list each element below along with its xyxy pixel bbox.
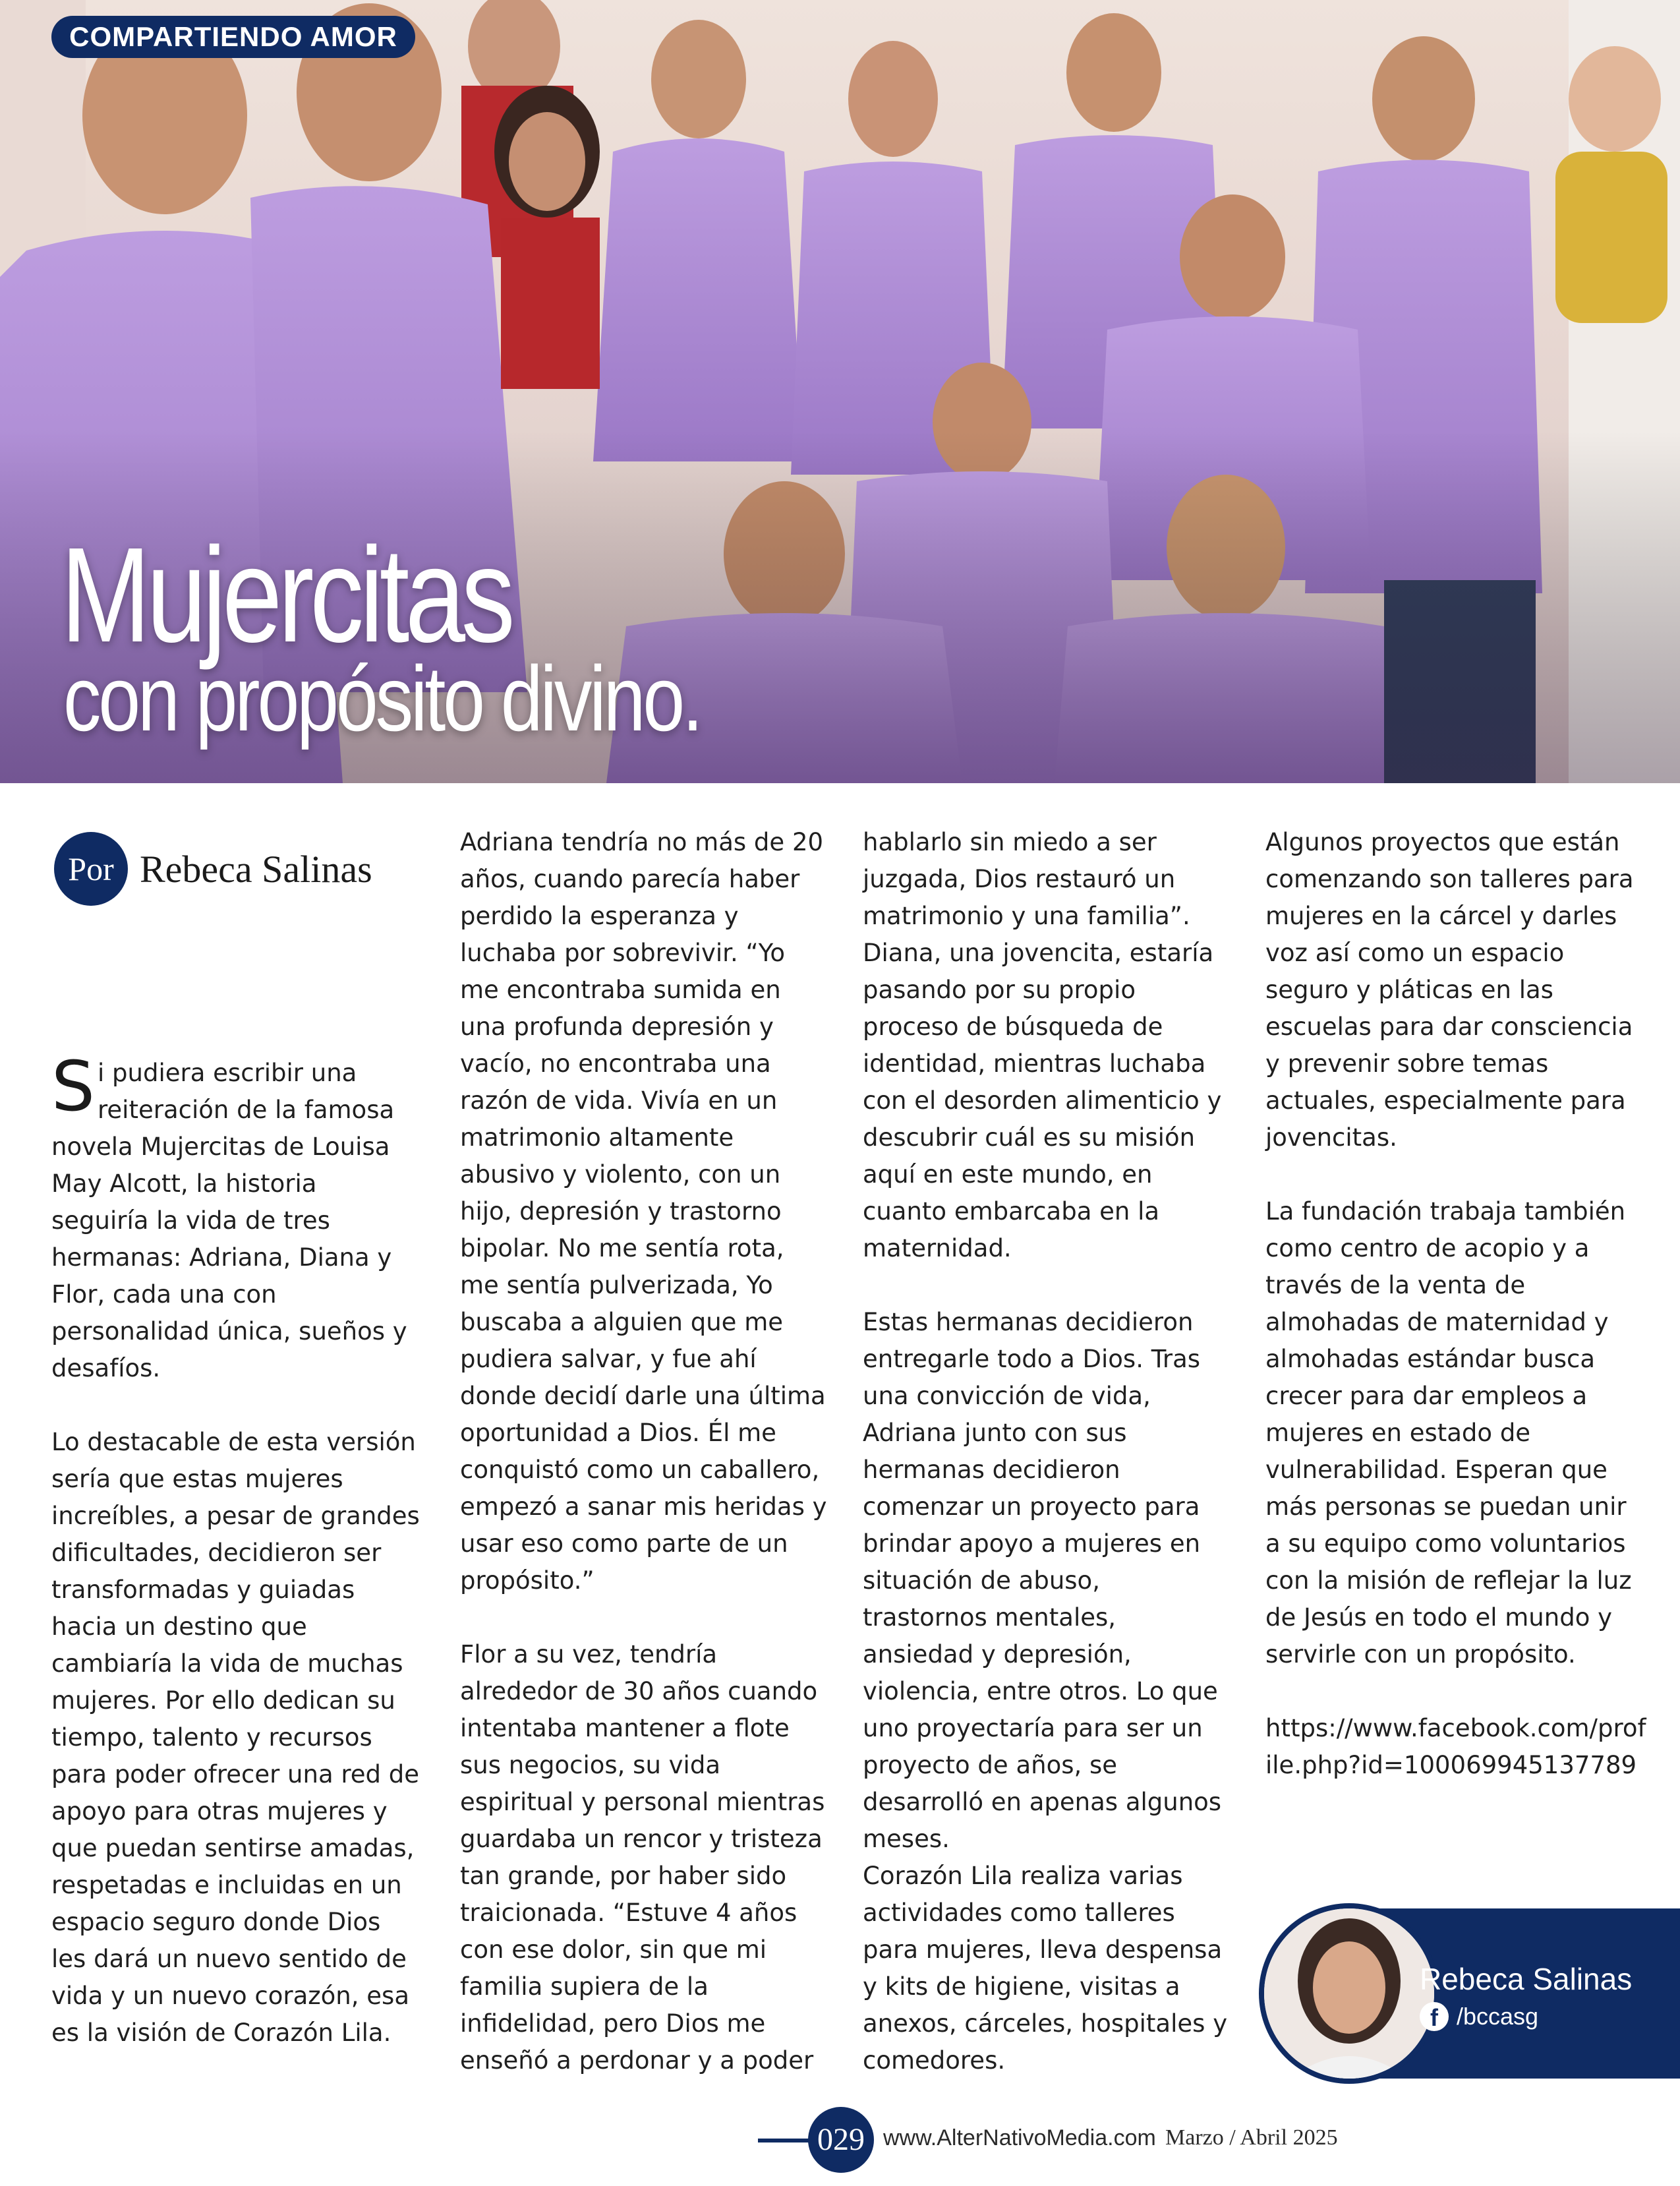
article-column-4 — [1265, 824, 1648, 1784]
byline — [54, 832, 372, 906]
article-column-3 — [863, 824, 1232, 2079]
facebook-icon: f — [1420, 2002, 1449, 2031]
paragraph: Estas hermanas decidieron entregarle todo a Dios. Tras una convicción de vida, Adriana junto con sus hermanas decidieron comenzar un proyecto para brindar apoyo a mujeres en situación de abuso, trastornos mentales, ansiedad y depresión, violencia, entre otros. Lo que uno proyectaría para ser un proyecto de años, se desarrolló en apenas algunos meses. — [863, 1308, 1222, 1853]
page-footer — [758, 2107, 1615, 2173]
paragraph: Si pudiera escribir una reiteración de la famosa novela Mujercitas de Louisa May Alcott, la historia seguiría la vida de tres hermanas: Adriana, Diana y Flor, cada una con personalidad única, sueños y desafíos. — [51, 1046, 407, 1382]
hero-photo — [0, 0, 1680, 783]
article-title: Mujercitas — [61, 519, 511, 670]
byline-prefix: Por — [54, 832, 128, 906]
drop-cap: S — [51, 1046, 96, 1127]
author-avatar — [1264, 1908, 1434, 2079]
author-card — [1264, 1908, 1680, 2079]
page-number: 029 — [808, 2107, 874, 2173]
paragraph: hablarlo sin miedo a ser juzgada, Dios restauró un matrimonio y una familia”. Diana, una jovencita, estaría pasando por su propio proceso de búsqueda de identidad, mientras luchaba con el desorden alimenticio y descubrir cuál es su misión aquí en este mundo, en cuanto embarcaba en la maternidad. — [863, 828, 1222, 1262]
article-column-2 — [460, 824, 829, 2079]
footer-rule — [758, 2139, 811, 2142]
author-handle: /bccasg — [1457, 2003, 1539, 2030]
paragraph: Algunos proyectos que están comenzando son talleres para mujeres en la cárcel y darles voz así como un espacio seguro y pláticas en las escuelas para dar consciencia y prevenir sobre temas actuales, especialmente para jovencitas. — [1265, 828, 1634, 1152]
paragraph: Flor a su vez, tendría alrededor de 30 años cuando intentaba mantener a flote sus negocios, su vida espiritual y personal mientras guardaba un rencor y tristeza tan grande, por haber sido traicionada. “Estuve 4 años con ese dolor, sin que mi familia supiera de la infidelidad, pero Dios me enseñó a perdonar y a poder — [460, 1640, 825, 2075]
byline-author: Rebeca Salinas — [140, 847, 372, 891]
paragraph: La fundación trabaja también como centro de acopio y a través de la venta de almohadas de maternidad y almohadas estándar busca crecer para dar empleos a mujeres en estado de vulnerabilidad. Esperan que más personas se puedan unir a su equipo como voluntarios con la misión de reflejar la luz de Jesús en todo el mundo y servirle con un propósito. — [1265, 1197, 1632, 1669]
footer-website[interactable]: www.AlterNativoMedia.com — [883, 2125, 1156, 2150]
author-name: Rebeca Salinas — [1420, 1962, 1633, 1996]
article-column-1 — [51, 1046, 420, 2052]
author-social[interactable] — [1420, 2002, 1538, 2031]
section-tag: COMPARTIENDO AMOR — [51, 16, 415, 58]
paragraph: Adriana tendría no más de 20 años, cuando parecía haber perdido la esperanza y luchaba por sobrevivir. “Yo me encontraba sumida en una profunda depresión y vacío, no encontraba una razón de vida. Vivía en un matrimonio altamente abusivo y violento, con un hijo, depresión y trastorno bipolar. No me sentía rota, me sentía pulverizada, Yo buscaba a alguien que me pudiera salvar, y fue ahí donde decidí darle una última oportunidad a Dios. Él me conquistó como un caballero, empezó a sanar mis heridas y usar eso como parte de un propósito.” — [460, 828, 827, 1595]
paragraph: Corazón Lila realiza varias actividades como talleres para mujeres, lleva despensa y kits de higiene, visitas a anexos, cárceles, hospitales y comedores. — [863, 1862, 1228, 2075]
facebook-link[interactable]: https://www.facebook.com/profile.php?id=100069945137789 — [1265, 1714, 1646, 1779]
issue-date: Marzo / Abril 2025 — [1165, 2125, 1338, 2150]
paragraph: Lo destacable de esta versión sería que estas mujeres increíbles, a pesar de grandes dificultades, decidieron ser transformadas y guiadas hacia un destino que cambiaría la vida de muchas mujeres. Por ello dedican su tiempo, talento y recursos para poder ofrecer una red de apoyo para otras mujeres y que puedan sentirse amadas, respetadas e incluidas en un espacio seguro donde Dios les dará un nuevo sentido de vida y un nuevo corazón, esa es la visión de Corazón Lila. — [51, 1428, 420, 2047]
article-subtitle: con propósito divino. — [63, 647, 701, 750]
